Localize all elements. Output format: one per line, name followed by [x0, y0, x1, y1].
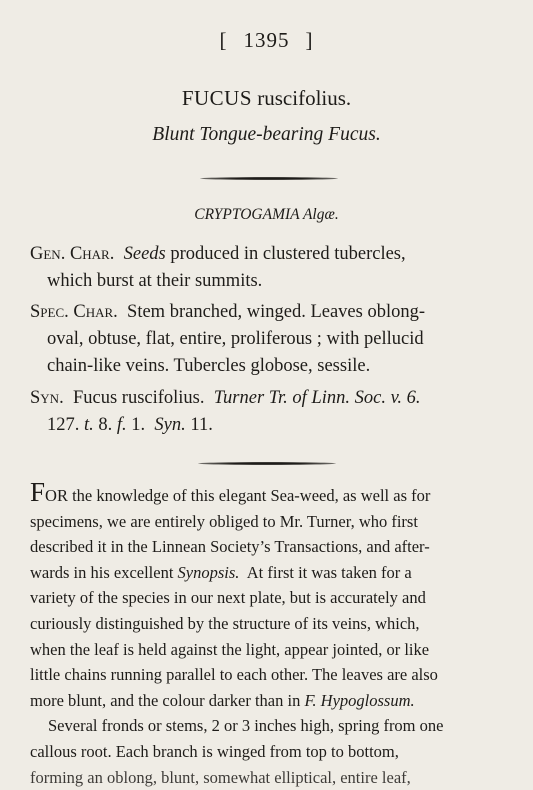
- body-line: Several fronds or stems, 2 or 3 inches high, spring from one: [48, 716, 444, 736]
- spec-char-label: Spec. Char.: [30, 302, 118, 322]
- common-name: Blunt Tongue-bearing Fucus.: [152, 124, 381, 145]
- body-line: callous root. Each branch is winged from top to bottom,: [30, 741, 399, 761]
- body-line: variety of the species in our next plate, but is accurately and: [30, 588, 426, 608]
- body-line: little chains running parallel to each other. The leaves are also: [30, 665, 438, 685]
- syn-line2: 127. t. 8. f. 1. Syn. 11.: [47, 415, 213, 435]
- body-line: when the leaf is held against the light, appear jointed, or like: [30, 639, 430, 659]
- syn-reference: Turner Tr. of Linn. Soc. v. 6.: [213, 388, 421, 408]
- ornamental-rule-top: [200, 177, 338, 180]
- spec-char-line2: oval, obtuse, flat, entire, proliferous ; with pellucid: [47, 329, 424, 349]
- synonymy: [30, 385, 500, 439]
- gen-char-line2: which burst at their summits.: [47, 271, 263, 291]
- classification-line: [0, 206, 533, 224]
- drop-cap: F: [30, 477, 46, 507]
- ornamental-rule-middle: [198, 462, 336, 465]
- seeds-word: Seeds: [123, 244, 166, 264]
- page-number-header: [0, 28, 533, 53]
- order-name: Algæ.: [302, 206, 339, 223]
- species-name: ruscifolius.: [257, 86, 352, 110]
- class-name: CRYPTOGAMIA: [194, 206, 300, 223]
- body-line: wards in his excellent Synopsis. At first it was taken for a: [30, 562, 412, 582]
- description-text: [30, 477, 504, 790]
- genus-name: FUCUS: [181, 86, 253, 110]
- specific-character: [30, 299, 500, 380]
- spec-char-line1: Stem branched, winged. Leaves oblong-: [127, 302, 426, 322]
- syn-name: Fucus ruscifolius.: [72, 388, 205, 408]
- syn-label: Syn.: [30, 388, 64, 408]
- bracket-close: ]: [305, 28, 314, 52]
- species-title: [0, 86, 533, 111]
- spec-char-line3: chain-like veins. Tubercles globose, sessile.: [47, 356, 371, 376]
- bracket-open: [: [219, 28, 228, 52]
- gen-char-label: Gen. Char.: [30, 244, 115, 264]
- body-line: described it in the Linnean Society’s Transactions, and after-: [30, 537, 430, 557]
- page-number: 1395: [243, 28, 290, 52]
- gen-char-line1: produced in clustered tubercles,: [170, 244, 406, 264]
- body-line: more blunt, and the colour darker than in F. Hypoglossum.: [30, 690, 415, 710]
- body-line: curiously distinguished by the structure of its veins, which,: [30, 613, 420, 633]
- generic-character: [30, 241, 500, 295]
- body-line: forming an oblong, blunt, somewhat elliptical, entire leaf,: [30, 767, 411, 787]
- body-line: FOR the knowledge of this elegant Sea-weed, as well as for: [30, 477, 431, 507]
- body-line: specimens, we are entirely obliged to Mr. Turner, who first: [30, 511, 418, 531]
